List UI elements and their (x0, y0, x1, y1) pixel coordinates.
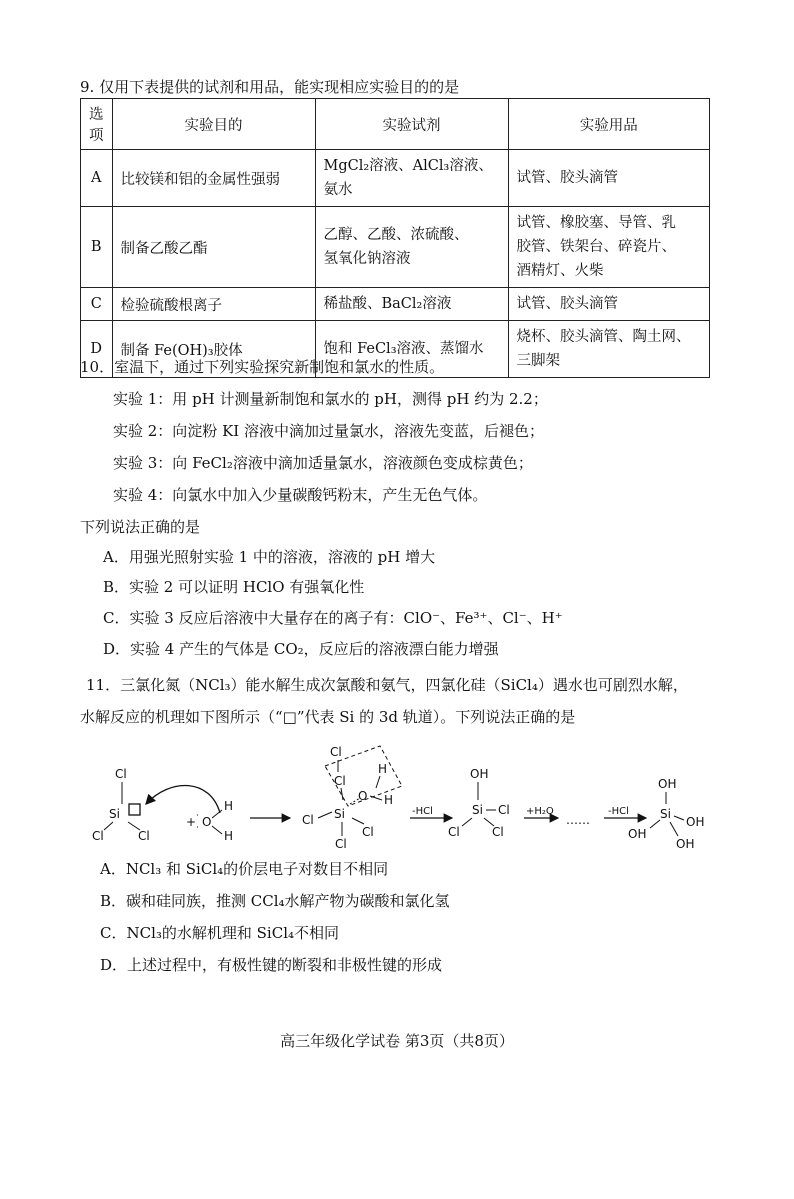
q10-option-b: B．实验 2 可以证明 HClO 有强氧化性 (103, 578, 365, 596)
q10-stem: 10．室温下，通过下列实验探究新制饱和氯水的性质。 (80, 358, 445, 376)
ellipsis: …… (566, 813, 590, 827)
utensil-line: 胶管、铁架台、碎瓷片、 (516, 239, 676, 255)
svg-text:·: · (196, 811, 199, 821)
h-label: H (378, 762, 388, 776)
option-cell: B (81, 207, 113, 288)
utensil-line: 酒精灯、火柴 (516, 263, 604, 279)
oh-label: OH (686, 815, 705, 829)
q10-question: 下列说法正确的是 (80, 518, 201, 536)
cl-label: Cl (448, 825, 460, 839)
option-cell: A (81, 150, 113, 207)
utensil-cell (508, 207, 710, 288)
table-row (81, 288, 710, 321)
utensil-line: 试管、橡胶塞、导管、乳 (516, 215, 676, 231)
intermediate-molecule (302, 745, 402, 851)
utensil-cell (508, 288, 710, 321)
plus-h2o-label: +H₂O (526, 806, 554, 817)
cl-label: Cl (362, 825, 374, 839)
utensil-line: 试管、胶头滴管 (516, 296, 618, 312)
cl-label: Cl (492, 825, 504, 839)
sicl3oh-molecule (448, 767, 510, 839)
svg-text:·: · (196, 823, 199, 833)
sicl4-molecule (92, 767, 220, 843)
aim-cell: 检验硫酸根离子 (112, 288, 315, 321)
table-row (81, 150, 710, 207)
h-label: H (384, 793, 394, 807)
q10-option-c: C．实验 3 反应后溶液中大量存在的离子有：ClO⁻、Fe³⁺、Cl⁻、H⁺ (103, 609, 563, 627)
q10-experiment-4: 实验 4：向氯水中加入少量碳酸钙粉末，产生无色气体。 (113, 486, 488, 504)
q10-experiment-2: 实验 2：向淀粉 KI 溶液中滴加过量氯水，溶液先变蓝，后褪色； (113, 422, 544, 440)
si-label: Si (334, 807, 345, 821)
header-option: 选项 (81, 99, 113, 150)
q11-option-b: B．碳和硅同族，推测 CCl₄水解产物为碳酸和氯化氢 (100, 892, 450, 910)
q9-title: 9. 仅用下表提供的试剂和用品，能实现相应实验目的的是 (80, 78, 460, 96)
o-label: O (358, 789, 368, 803)
page-footer: 高三年级化学试卷 第3页（共8页） (280, 1032, 514, 1050)
table-row (81, 207, 710, 288)
q10-experiment-1: 实验 1：用 pH 计测量新制饱和氯水的 pH，测得 pH 约为 2.2； (113, 390, 548, 408)
q11-stem-line2: 水解反应的机理如下图所示（“□”代表 Si 的 3d 轨道）。下列说法正确的是 (80, 708, 576, 726)
minus-hcl-label: -HCl (608, 806, 629, 817)
reagent-line: 氢氧化钠溶液 (323, 251, 411, 267)
q11-option-d: D．上述过程中，有极性键的断裂和非极性键的形成 (100, 956, 443, 974)
q11-option-a: A．NCl₃ 和 SiCl₄的价层电子对数目不相同 (100, 860, 389, 878)
o-label: O (202, 815, 212, 829)
si-label: Si (660, 807, 671, 821)
utensil-cell (508, 150, 710, 207)
header-reagent: 实验试剂 (315, 99, 508, 150)
q10-option-d: D．实验 4 产生的气体是 CO₂，反应后的溶液漂白能力增强 (103, 640, 499, 658)
oh-label: OH (658, 777, 677, 791)
q9-table (80, 98, 710, 378)
reagent-line: MgCl₂溶液、AlCl₃溶液、 (323, 158, 493, 174)
si-label: Si (472, 803, 483, 817)
cl-label: Cl (92, 829, 104, 843)
utensil-line: 烧杯、胶头滴管、陶土网、 (516, 329, 691, 345)
oh-label: OH (676, 837, 695, 851)
reagent-line: 乙醇、乙酸、浓硫酸、 (323, 227, 469, 243)
attack-arrow (146, 786, 220, 813)
option-cell: C (81, 288, 113, 321)
reagent-cell (315, 288, 508, 321)
cl-label: Cl (138, 829, 150, 843)
cl-label: Cl (498, 803, 510, 817)
plus-sign: + (186, 815, 197, 829)
q11-option-c: C．NCl₃的水解机理和 SiCl₄不相同 (100, 924, 340, 942)
cl-label: Cl (334, 774, 346, 788)
reagent-line: 氨水 (323, 182, 353, 198)
q10-experiment-3: 实验 3：向 FeCl₂溶液中滴加适量氯水，溶液颜色变成棕黄色； (113, 454, 533, 472)
si-label: Si (109, 807, 120, 821)
oh-label: OH (470, 767, 489, 781)
water-molecule (196, 799, 233, 843)
q11-stem-line1: 11．三氯化氮（NCl₃）能水解生成次氯酸和氨气，四氯化硅（SiCl₄）遇水也可剧烈水解， (86, 676, 688, 694)
utensil-line: 三脚架 (516, 353, 560, 369)
cl-label: Cl (302, 813, 314, 827)
q10-option-a: A．用强光照射实验 1 中的溶液，溶液的 pH 增大 (103, 548, 436, 566)
reagent-line: 稀盐酸、BaCl₂溶液 (323, 296, 452, 312)
reagent-line: 饱和 FeCl₃溶液、蒸馏水 (323, 341, 484, 357)
empty-d-orbital-box (129, 804, 140, 815)
reagent-cell (315, 207, 508, 288)
hydrolysis-mechanism-diagram (80, 738, 720, 856)
header-utensil: 实验用品 (508, 99, 710, 150)
cl-label: Cl (335, 837, 347, 851)
option-cell: D (81, 321, 113, 378)
header-aim: 实验目的 (112, 99, 315, 150)
table-header-row (81, 99, 710, 150)
utensil-cell (508, 321, 710, 378)
aim-cell: 比较镁和铝的金属性强弱 (112, 150, 315, 207)
aim-cell: 制备 Fe(OH)₃胶体 (112, 321, 315, 378)
oh-label: OH (628, 827, 647, 841)
cl-label: Cl (115, 767, 127, 781)
h-label: H (224, 799, 234, 813)
silicic-acid-molecule (628, 777, 704, 851)
cl-label: Cl (330, 745, 342, 759)
minus-hcl-label: -HCl (412, 806, 433, 817)
reagent-cell (315, 150, 508, 207)
h-label: H (224, 829, 234, 843)
aim-cell: 制备乙酸乙酯 (112, 207, 315, 288)
utensil-line: 试管、胶头滴管 (516, 170, 618, 186)
